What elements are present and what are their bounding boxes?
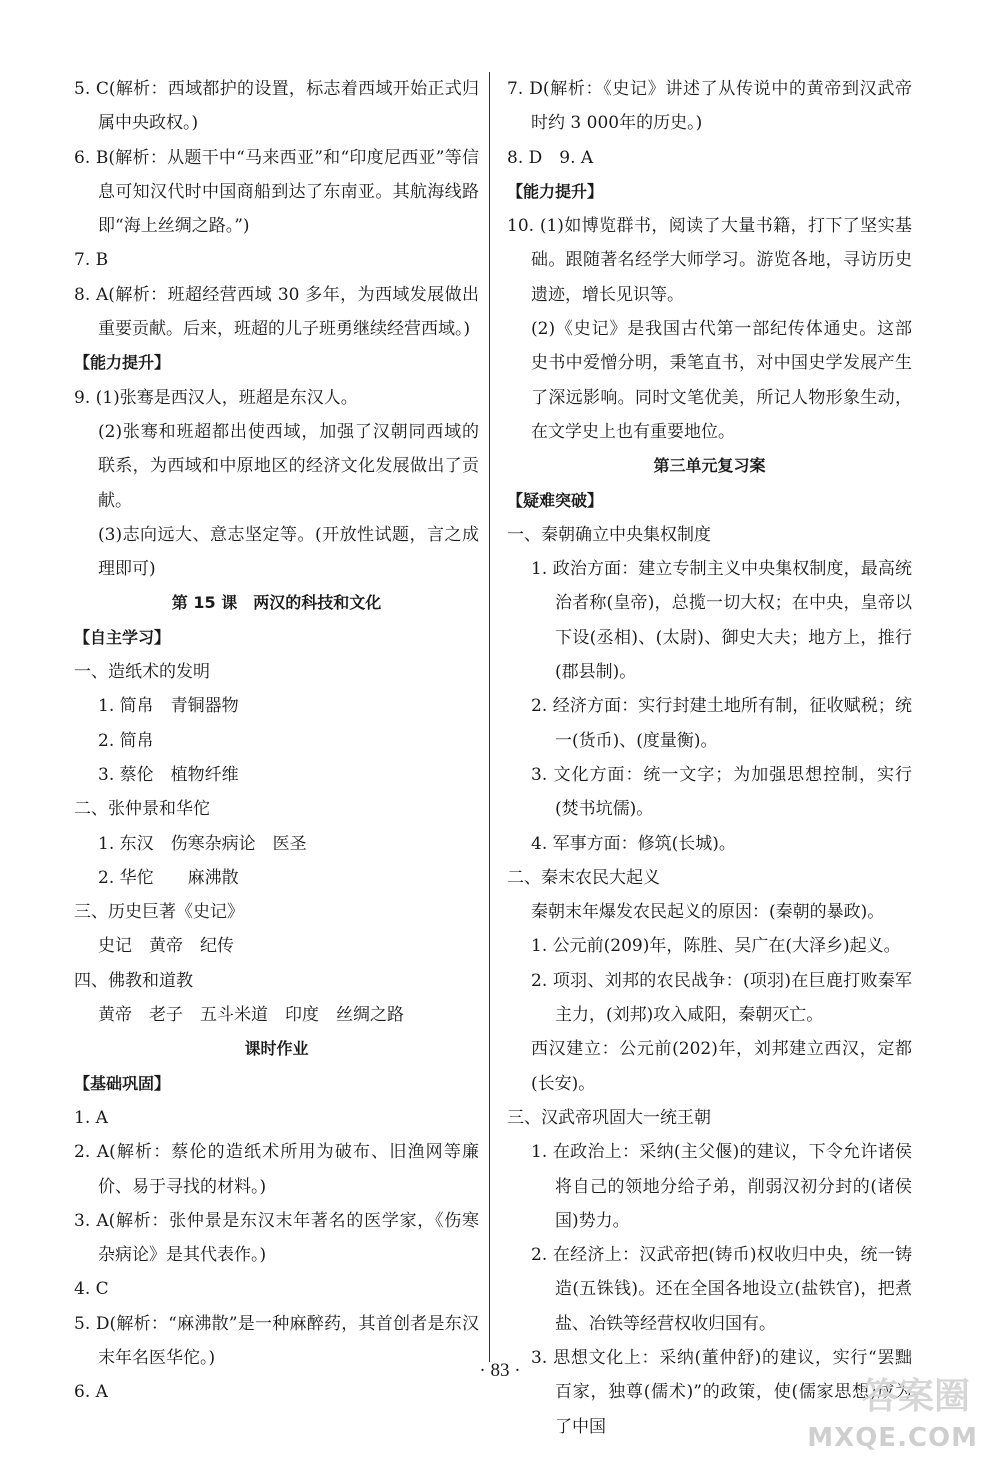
answer-line: 四、佛教和道教 bbox=[74, 970, 193, 991]
section-heading: 【基础巩固】 bbox=[74, 1073, 171, 1093]
section-heading: 课时作业 bbox=[244, 1039, 309, 1059]
watermark-logo: 答案圈 bbox=[861, 1376, 970, 1417]
answer-line: 二、秦末农民大起义 bbox=[507, 867, 660, 888]
answer-line: 3. 文化方面：统一文字；为加强思想控制，实行(焚书坑儒)。 bbox=[531, 764, 912, 820]
answer-line: 秦朝末年爆发农民起义的原因：(秦朝的暴政)。 bbox=[531, 902, 885, 923]
column-divider bbox=[489, 72, 490, 1362]
answer-line: (3)志向远大、意志坚定等。(开放性试题，言之成理即可) bbox=[98, 524, 479, 580]
right-column bbox=[507, 72, 912, 1444]
answer-line: 三、汉武帝巩固大一统王朝 bbox=[507, 1107, 711, 1128]
answer-line: 1. 东汉 伤寒杂病论 医圣 bbox=[98, 833, 307, 854]
answer-line: 3. 蔡伦 植物纤维 bbox=[98, 764, 239, 785]
answer-line: 一、秦朝确立中央集权制度 bbox=[507, 524, 711, 545]
section-heading: 第 15 课 两汉的科技和文化 bbox=[171, 593, 382, 613]
answer-line: 5. D(解析：“麻沸散”是一种麻醉药，其首创者是东汉末年名医华佗。) bbox=[74, 1313, 479, 1368]
answer-line: 1. 在政治上：采纳(主父偃)的建议，下令允许诸侯将自己的领地分给子弟，削弱汉初分封的(诸侯国)势力。 bbox=[531, 1142, 912, 1231]
section-heading: 第三单元复习案 bbox=[653, 456, 766, 476]
answer-line: (2)张骞和班超都出使西域，加强了汉朝同西域的联系，为西域和中原地区的经济文化发展做出了贡献。 bbox=[98, 421, 479, 511]
answer-line: 史记 黄帝 纪传 bbox=[98, 936, 234, 957]
answer-line: 7. D(解析：《史记》讲述了从传说中的黄帝到汉武帝时约 3 000年的历史。) bbox=[507, 79, 912, 134]
section-heading: 【能力提升】 bbox=[74, 353, 171, 373]
answer-line: 2. 在经济上：汉武帝把(铸币)权收归中央，统一铸造(五铢钱)。还在全国各地设立(盐铁官)，把煮盐、冶铁等经营权收归国有。 bbox=[531, 1245, 912, 1334]
left-column bbox=[74, 72, 479, 1410]
watermark-url: MXQE.COM bbox=[807, 1423, 978, 1453]
answer-line: (2)《史记》是我国古代第一部纪传体通史。这部史书中爱憎分明，秉笔直书，对中国史学发展产生了深远影响。同时文笔优美，所记人物形象生动，在文学史上也有重要地位。 bbox=[531, 319, 912, 442]
answer-line: 1. 公元前(209)年，陈胜、吴广在(大泽乡)起义。 bbox=[531, 936, 901, 957]
answer-line: 2. 华佗 麻沸散 bbox=[98, 867, 239, 888]
page-number: · 83 · bbox=[479, 1360, 521, 1381]
answer-line: 1. 简帛 青铜器物 bbox=[98, 696, 239, 717]
answer-line: 2. A(解析：蔡伦的造纸术所用为破布、旧渔网等廉价、易于寻找的材料。) bbox=[74, 1142, 479, 1197]
answer-line: 1. A bbox=[74, 1107, 108, 1128]
answer-line: 6. B(解析：从题干中“马来西亚”和“印度尼西亚”等信息可知汉代时中国商船到达了东南亚。其航海线路即“海上丝绸之路。”) bbox=[74, 147, 479, 237]
answer-line: 3. 思想文化上：采纳(董仲舒)的建议，实行“罢黜百家，独尊(儒术)”的政策，使(儒家思想)成为了中国 bbox=[531, 1347, 912, 1437]
answer-line: 黄帝 老子 五斗米道 印度 丝绸之路 bbox=[98, 1005, 404, 1026]
answer-line: 西汉建立：公元前(202)年，刘邦建立西汉，定都(长安)。 bbox=[531, 1039, 912, 1094]
section-heading: 【自主学习】 bbox=[74, 627, 171, 647]
answer-line: 10. (1)如博览群书，阅读了大量书籍，打下了坚实基础。跟随著名经学大师学习。游览各地，寻访历史遗迹，增长见识等。 bbox=[507, 216, 912, 305]
section-heading: 【能力提升】 bbox=[507, 181, 604, 201]
answer-line: 8. A(解析：班超经营西域 30 多年，为西域发展做出重要贡献。后来，班超的儿子班勇继续经营西域。) bbox=[74, 284, 479, 340]
answer-line: 9. (1)张骞是西汉人，班超是东汉人。 bbox=[74, 387, 358, 408]
answer-line: 2. 简帛 bbox=[98, 730, 154, 751]
answer-line: 8. D 9. A bbox=[507, 147, 594, 168]
answer-line: 4. 军事方面：修筑(长城)。 bbox=[531, 833, 736, 854]
answer-line: 1. 政治方面：建立专制主义中央集权制度，最高统治者称(皇帝)，总揽一切大权；在中央，皇帝以下设(丞相)、(太尉)、御史大夫；地方上，推行(郡县制)。 bbox=[531, 559, 912, 683]
section-heading: 【疑难突破】 bbox=[507, 490, 604, 510]
answer-line: 一、造纸术的发明 bbox=[74, 662, 210, 683]
answer-line: 5. C(解析：西域都护的设置，标志着西域开始正式归属中央政权。) bbox=[74, 79, 479, 134]
answer-line: 二、张仲景和华佗 bbox=[74, 799, 210, 820]
answer-line: 3. A(解析：张仲景是东汉末年著名的医学家，《伤寒杂病论》是其代表作。) bbox=[74, 1210, 479, 1266]
answer-line: 2. 项羽、刘邦的农民战争：(项羽)在巨鹿打败秦军主力，(刘邦)攻入咸阳，秦朝灭亡。 bbox=[531, 970, 912, 1026]
answer-line: 7. B bbox=[74, 250, 109, 271]
answer-line: 6. A bbox=[74, 1382, 108, 1403]
answer-line: 4. C bbox=[74, 1279, 109, 1300]
answer-line: 三、历史巨著《史记》 bbox=[74, 902, 244, 923]
answer-line: 2. 经济方面：实行封建土地所有制，征收赋税；统一(货币)、(度量衡)。 bbox=[531, 696, 912, 751]
